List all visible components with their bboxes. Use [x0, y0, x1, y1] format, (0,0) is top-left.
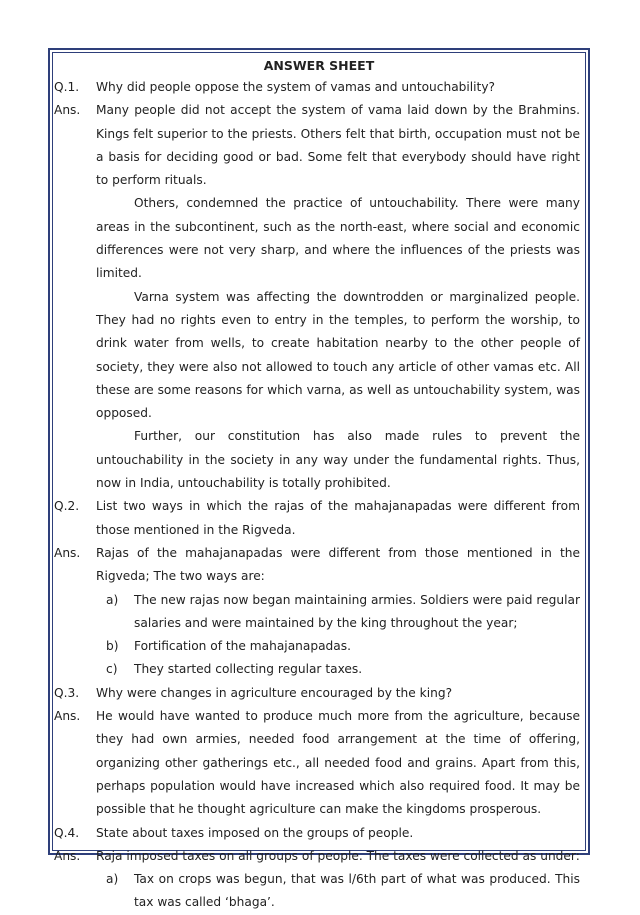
list-item [96, 868, 580, 915]
list-marker: b) [106, 639, 119, 654]
list-item-text: They started collecting regular taxes. [134, 662, 363, 677]
answer-label: Ans. [54, 709, 81, 724]
list-marker: a) [106, 592, 119, 607]
answer-text: Rajas of the mahajanapadas were different from those mentioned in the Rigveda; The two ways are: [96, 545, 580, 584]
question-label: Q.4. [54, 825, 80, 840]
question-3 [54, 682, 584, 705]
answer-paragraph: Many people did not accept the system of vama laid down by the Brahmins. Kings felt superior to the priests. Others felt that birth, occupation must not be a basis for deciding good or bad. Some felt that everybody should have right to perform rituals. [96, 103, 580, 188]
answer-label: Ans. [54, 545, 81, 560]
list-marker: c) [106, 662, 118, 677]
list-item-text: The new rajas now began maintaining armies. Soldiers were paid regular salaries and were maintained by the king throughout the year; [134, 592, 580, 630]
question-text: List two ways in which the rajas of the mahajanapadas were different from those mentioned in the Rigveda. [96, 499, 580, 537]
answer-sheet [54, 56, 584, 915]
answer-label: Ans. [54, 103, 81, 118]
list-item-text: Tax on crops was begun, that was l/6th part of what was produced. This tax was called ‘bhaga’. [134, 872, 580, 910]
question-1 [54, 76, 584, 99]
answer-2 [54, 542, 584, 682]
answer-text: Raja imposed taxes on all groups of people. The taxes were collected as under: [96, 848, 580, 863]
question-text: State about taxes imposed on the groups of people. [96, 825, 414, 840]
answer-3 [54, 705, 584, 821]
question-label: Q.2. [54, 499, 80, 514]
list-item [96, 658, 580, 681]
question-text: Why were changes in agriculture encouraged by the king? [96, 685, 453, 700]
question-2 [54, 495, 584, 542]
question-label: Q.1. [54, 80, 80, 94]
list-item [96, 589, 580, 636]
answer-paragraph: Varna system was affecting the downtrodden or marginalized people. They had no rights even to entry in the temples, to perform the worship, to drink water from wells, to create habitation nearby to the other people of society, they were also not allowed to touch any article of other vamas etc. All these are some reasons for which varna, as well as untouchability system, was opposed. [96, 289, 580, 421]
list-item [96, 635, 580, 658]
answer-paragraph: Further, our constitution has also made rules to prevent the untouchability in the society in any way under the fundamental rights. Thus, now in India, untouchability is totally prohibited. [96, 429, 580, 491]
page-title: ANSWER SHEET [263, 58, 375, 73]
answer-1 [54, 99, 584, 495]
answer-paragraph: Others, condemned the practice of untouchability. There were many areas in the subcontinent, such as the north-east, where social and economic differences were not very sharp, and where the influences of the priests was limited. [96, 196, 580, 281]
answer-text: He would have wanted to produce much more from the agriculture, because they had own armies, needed food arrangement at the time of offering, organizing other gatherings etc., all needed food and grains. Apart from this, perhaps population would have increased which also required food. It may be possible that he thought agriculture can make the kingdoms prosperous. [96, 709, 580, 817]
list-item-text: Fortification of the mahajanapadas. [134, 639, 351, 654]
answer-4 [54, 845, 584, 915]
question-text: Why did people oppose the system of vamas and untouchability? [96, 80, 496, 94]
list-marker: a) [106, 872, 119, 887]
answer-label: Ans. [54, 848, 81, 863]
question-label: Q.3. [54, 685, 80, 700]
question-4 [54, 822, 584, 845]
